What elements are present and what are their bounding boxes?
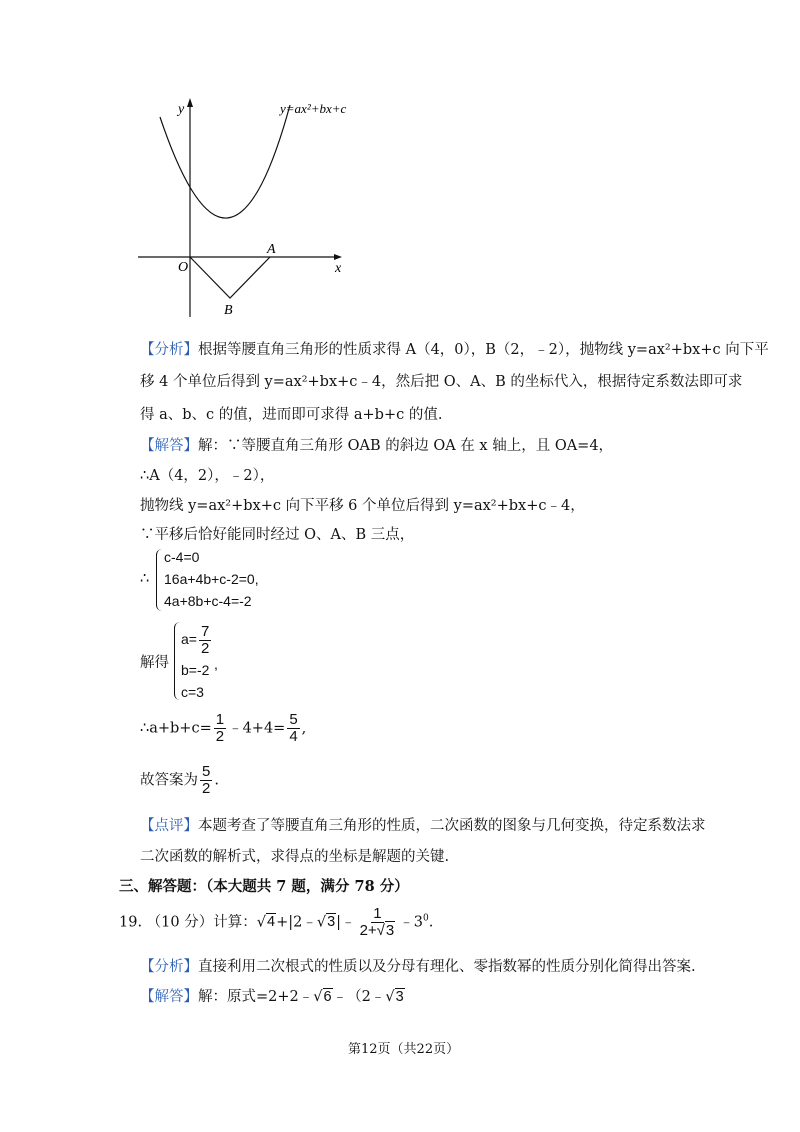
solve-label: 解得 bbox=[140, 655, 169, 671]
comment-line-2: 二次函数的解析式，求得点的坐标是解题的关键. bbox=[140, 849, 450, 865]
system-eq-3: 4a+8b+c-4=-2 bbox=[164, 593, 252, 609]
solution-a: a= $\frac{7}{2}$ bbox=[181, 623, 210, 657]
final-answer: 故答案为 $\frac{5}{2}$ . bbox=[140, 763, 219, 797]
solution-b: b=-2 bbox=[181, 662, 210, 678]
answer-1-line-3: 抛物线 y=ax²+bx+c 向下平移 6 个单位后得到 y=ax²+bx+c﹣4， bbox=[140, 498, 585, 514]
y-axis-label: y bbox=[178, 102, 185, 117]
comment-tag: 【点评】 bbox=[140, 818, 198, 834]
solution-c: c=3 bbox=[181, 684, 204, 700]
point-b-label: B bbox=[224, 303, 233, 318]
solution-brace bbox=[174, 622, 181, 700]
section-heading: 三、解答题：（本大题共 7 题，满分 78 分） bbox=[119, 878, 409, 895]
page-footer: 第12页（共22页） bbox=[348, 1042, 460, 1057]
answer-1-line-2: ∴A（4，2），﹣2）， bbox=[140, 468, 275, 484]
analysis-2-tag: 【分析】 bbox=[140, 959, 198, 975]
system-brace bbox=[156, 549, 163, 611]
question-19: 19. （10 分）计算：√4+|2﹣√3|﹣ $\frac{1}{2+√3}$ $﹣3^0$. bbox=[119, 905, 434, 939]
parabola-graph bbox=[130, 95, 370, 325]
answer-2-tag: 【解答】 bbox=[140, 989, 198, 1005]
analysis-1-line-3: 得 a、b、c 的值，进而即可求得 a+b+c 的值. bbox=[140, 407, 443, 423]
curve-label: y=ax²+bx+c bbox=[280, 101, 347, 116]
answer-tag: 【解答】 bbox=[140, 438, 198, 454]
sum-line: ∴a+b+c= $\frac{1}{2}$ ﹣4+4= $\frac{5}{4}$ , bbox=[140, 711, 307, 745]
system-eq-1: c-4=0 bbox=[164, 549, 200, 565]
x-axis-label: x bbox=[335, 261, 342, 276]
comment-line-1: 【点评】本题考查了等腰直角三角形的性质，二次函数的图象与几何变换，待定系数法求 bbox=[140, 818, 706, 834]
point-a-label: A bbox=[267, 242, 276, 257]
system-eq-2: 16a+4b+c-2=0, bbox=[164, 571, 259, 587]
analysis-2: 【分析】直接利用二次根式的性质以及分母有理化、零指数幂的性质分别化简得出答案. bbox=[140, 959, 696, 975]
answer-1-line-1: 【解答】解：∵等腰直角三角形 OAB 的斜边 OA 在 x 轴上，且 OA=4， bbox=[140, 438, 614, 454]
origin-label: O bbox=[178, 260, 189, 275]
answer-1-line-4: ∵平移后恰好能同时经过 O、A、B 三点， bbox=[140, 527, 415, 543]
answer-2: 【解答】解：原式=2+2﹣√6﹣（2﹣√3 bbox=[140, 989, 404, 1005]
therefore-symbol: ∴ bbox=[140, 571, 150, 587]
analysis-tag: 【分析】 bbox=[140, 342, 198, 358]
solution-comma: , bbox=[214, 656, 218, 672]
analysis-1-line-2: 移 4 个单位后得到 y=ax²+bx+c﹣4，然后把 O、A、B 的坐标代入，根据待定系数法即可求 bbox=[140, 374, 743, 390]
analysis-1-line-1: 【分析】根据等腰直角三角形的性质求得 A（4，0），B（2，﹣2），抛物线 y=ax²+bx+c 向下平 bbox=[140, 342, 769, 358]
